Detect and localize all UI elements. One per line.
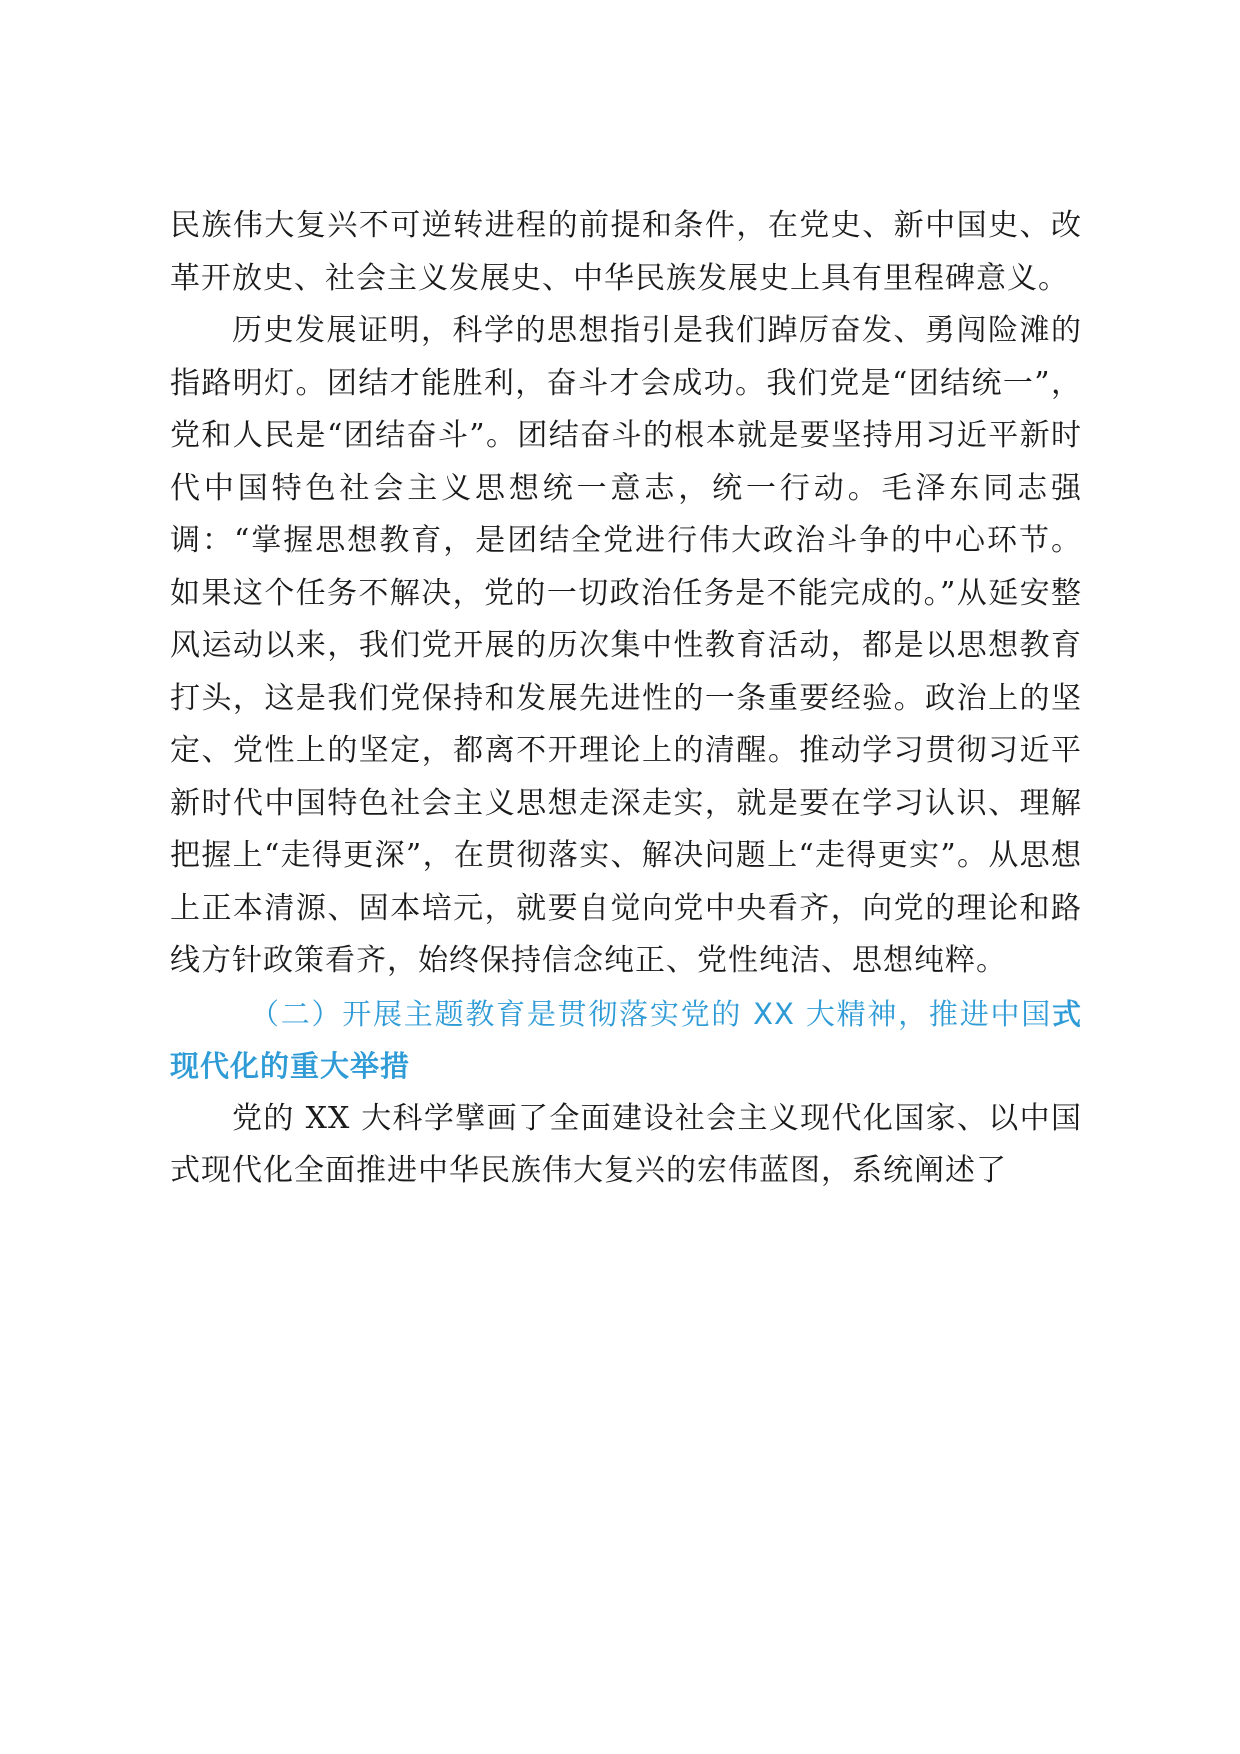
section-heading-part1: （二）开展主题教育是贯彻落实党的 XX 大精神，推进中国: [250, 996, 1052, 1031]
section-heading-part2: 式现代化的重大举措: [170, 996, 1082, 1083]
paragraph-continuation: 民族伟大复兴不可逆转进程的前提和条件，在党史、新中国史、改革开放史、社会主义发展史、中华民族发展史上具有里程碑意义。: [170, 208, 1082, 296]
paragraph-history-proof: 历史发展证明，科学的思想指引是我们踔厉奋发、勇闯险滩的指路明灯。团结才能胜利，奋斗才会成功。我们党是“团结统一”，党和人民是“团结奋斗”。团结奋斗的根本就是要坚持用习近平新时代中国特色社会主义思想统一意志，统一行动。毛泽东同志强调：“掌握思想教育，是团结全党进行伟大政治斗争的中心环节。如果这个任务不解决，党的一切政治任务是不能完成的。”从延安整风运动以来，我们党开展的历次集中性教育活动，都是以思想教育打头，这是我们党保持和发展先进性的一条重要经验。政治上的坚定、党性上的坚定，都离不开理论上的清醒。推动学习贯彻习近平新时代中国特色社会主义思想走深走实，就是要在学习认识、理解把握上“走得更深”，在贯彻落实、解决问题上“走得更实”。从思想上正本清源、固本培元，就要自觉向党中央看齐，向党的理论和路线方针政策看齐，始终保持信念纯正、党性纯洁、思想纯粹。: [170, 313, 1082, 978]
paragraph-xx-congress: 党的 XX 大科学擘画了全面建设社会主义现代化国家、以中国式现代化全面推进中华民族伟大复兴的宏伟蓝图，系统阐述了: [170, 1100, 1082, 1188]
document-body: [170, 200, 1082, 1198]
section-heading: [170, 988, 1082, 1093]
